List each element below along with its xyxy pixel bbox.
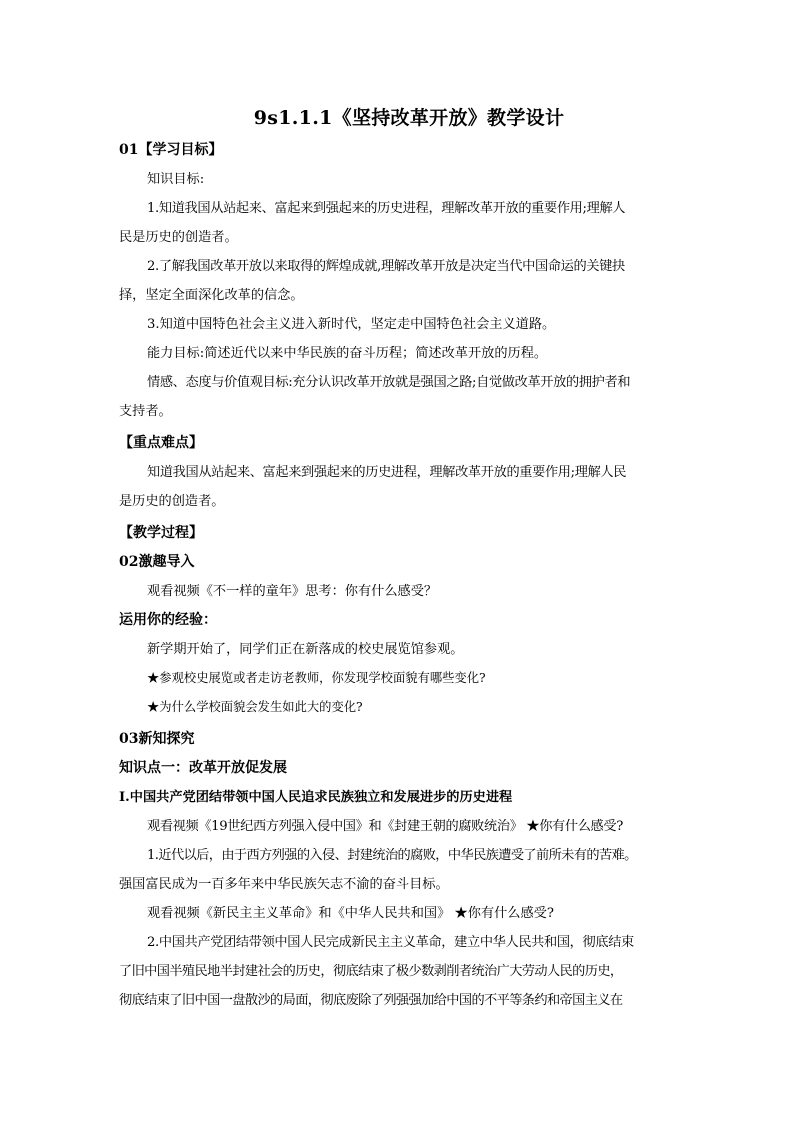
key-points-heading: 【重点难点】 <box>119 435 203 451</box>
new-knowledge-heading: 03新知探究 <box>119 731 195 747</box>
point-1-line-2: 强国富民成为一百多年来中华民族矢志不渝的奋斗目标。 <box>119 877 449 892</box>
history-process-subheading: Ⅰ.中国共产党团结带领中国人民追求民族独立和发展进步的历史进程 <box>119 790 513 805</box>
emotion-goal-line-1: 情感、态度与价值观目标:充分认识改革开放就是强国之路;自觉做改革开放的拥护者和 <box>147 375 631 390</box>
intro-section-heading: 02激趣导入 <box>119 554 195 570</box>
goal-3: 3.知道中国特色社会主义进入新时代，坚定走中国特色社会主义道路。 <box>147 317 556 332</box>
knowledge-point-1-heading: 知识点一：改革开放促发展 <box>119 760 287 776</box>
point-2-line-3: 彻底结束了旧中国一盘散沙的局面，彻底废除了列强强加给中国的不平等条约和帝国主义在 <box>119 993 623 1008</box>
video-1-prompt: 观看视频《19世纪西方列强入侵中国》和《封建王朝的腐败统治》 ★你有什么感受? <box>147 819 623 834</box>
ability-goal: 能力目标:简述近代以来中华民族的奋斗历程；简述改革开放的历程。 <box>147 346 548 361</box>
goal-1-line-1: 1.知道我国从站起来、富起来到强起来的历史进程，理解改革开放的重要作用;理解人 <box>147 201 626 216</box>
video-2-prompt: 观看视频《新民主主义革命》和《中华人民共和国》 ★你有什么感受? <box>147 906 554 921</box>
goal-2-line-1: 2.了解我国改革开放以来取得的辉煌成就,理解改革开放是决定当代中国命运的关键抉 <box>147 259 625 274</box>
emotion-goal-line-2: 支持者。 <box>119 404 172 419</box>
key-points-line-2: 是历史的创造者。 <box>119 494 225 509</box>
key-points-line-1: 知道我国从站起来、富起来到强起来的历史进程，理解改革开放的重要作用;理解人民 <box>147 465 627 480</box>
point-2-line-2: 了旧中国半殖民地半封建社会的历史，彻底结束了极少数剥削者统治广大劳动人民的历史， <box>119 964 623 979</box>
learning-goals-heading: 01【学习目标】 <box>119 142 223 158</box>
document-title: 9s1.1.1《坚持改革开放》教学设计 <box>253 107 565 129</box>
experience-heading: 运用你的经验： <box>119 612 217 628</box>
knowledge-goal-label: 知识目标: <box>147 172 205 187</box>
goal-1-line-2: 民是历史的创造者。 <box>119 230 238 245</box>
experience-intro: 新学期开始了，同学们正在新落成的校史展览馆参观。 <box>147 642 464 657</box>
teaching-process-heading: 【教学过程】 <box>119 525 203 541</box>
document-page <box>119 100 679 1015</box>
point-2-line-1: 2.中国共产党团结带领中国人民完成新民主主义革命，建立中华人民共和国，彻底结束 <box>147 935 634 950</box>
experience-question-1: ★参观校史展览或者走访老教师，你发现学校面貌有哪些变化? <box>147 671 486 685</box>
intro-video-prompt: 观看视频《不一样的童年》思考：你有什么感受？ <box>147 584 438 599</box>
goal-2-line-2: 择，坚定全面深化改革的信念。 <box>119 288 304 303</box>
point-1-line-1: 1.近代以后，由于西方列强的入侵、封建统治的腐败，中华民族遭受了前所未有的苦难。 <box>147 848 637 863</box>
experience-question-2: ★为什么学校面貌会发生如此大的变化? <box>147 700 363 714</box>
